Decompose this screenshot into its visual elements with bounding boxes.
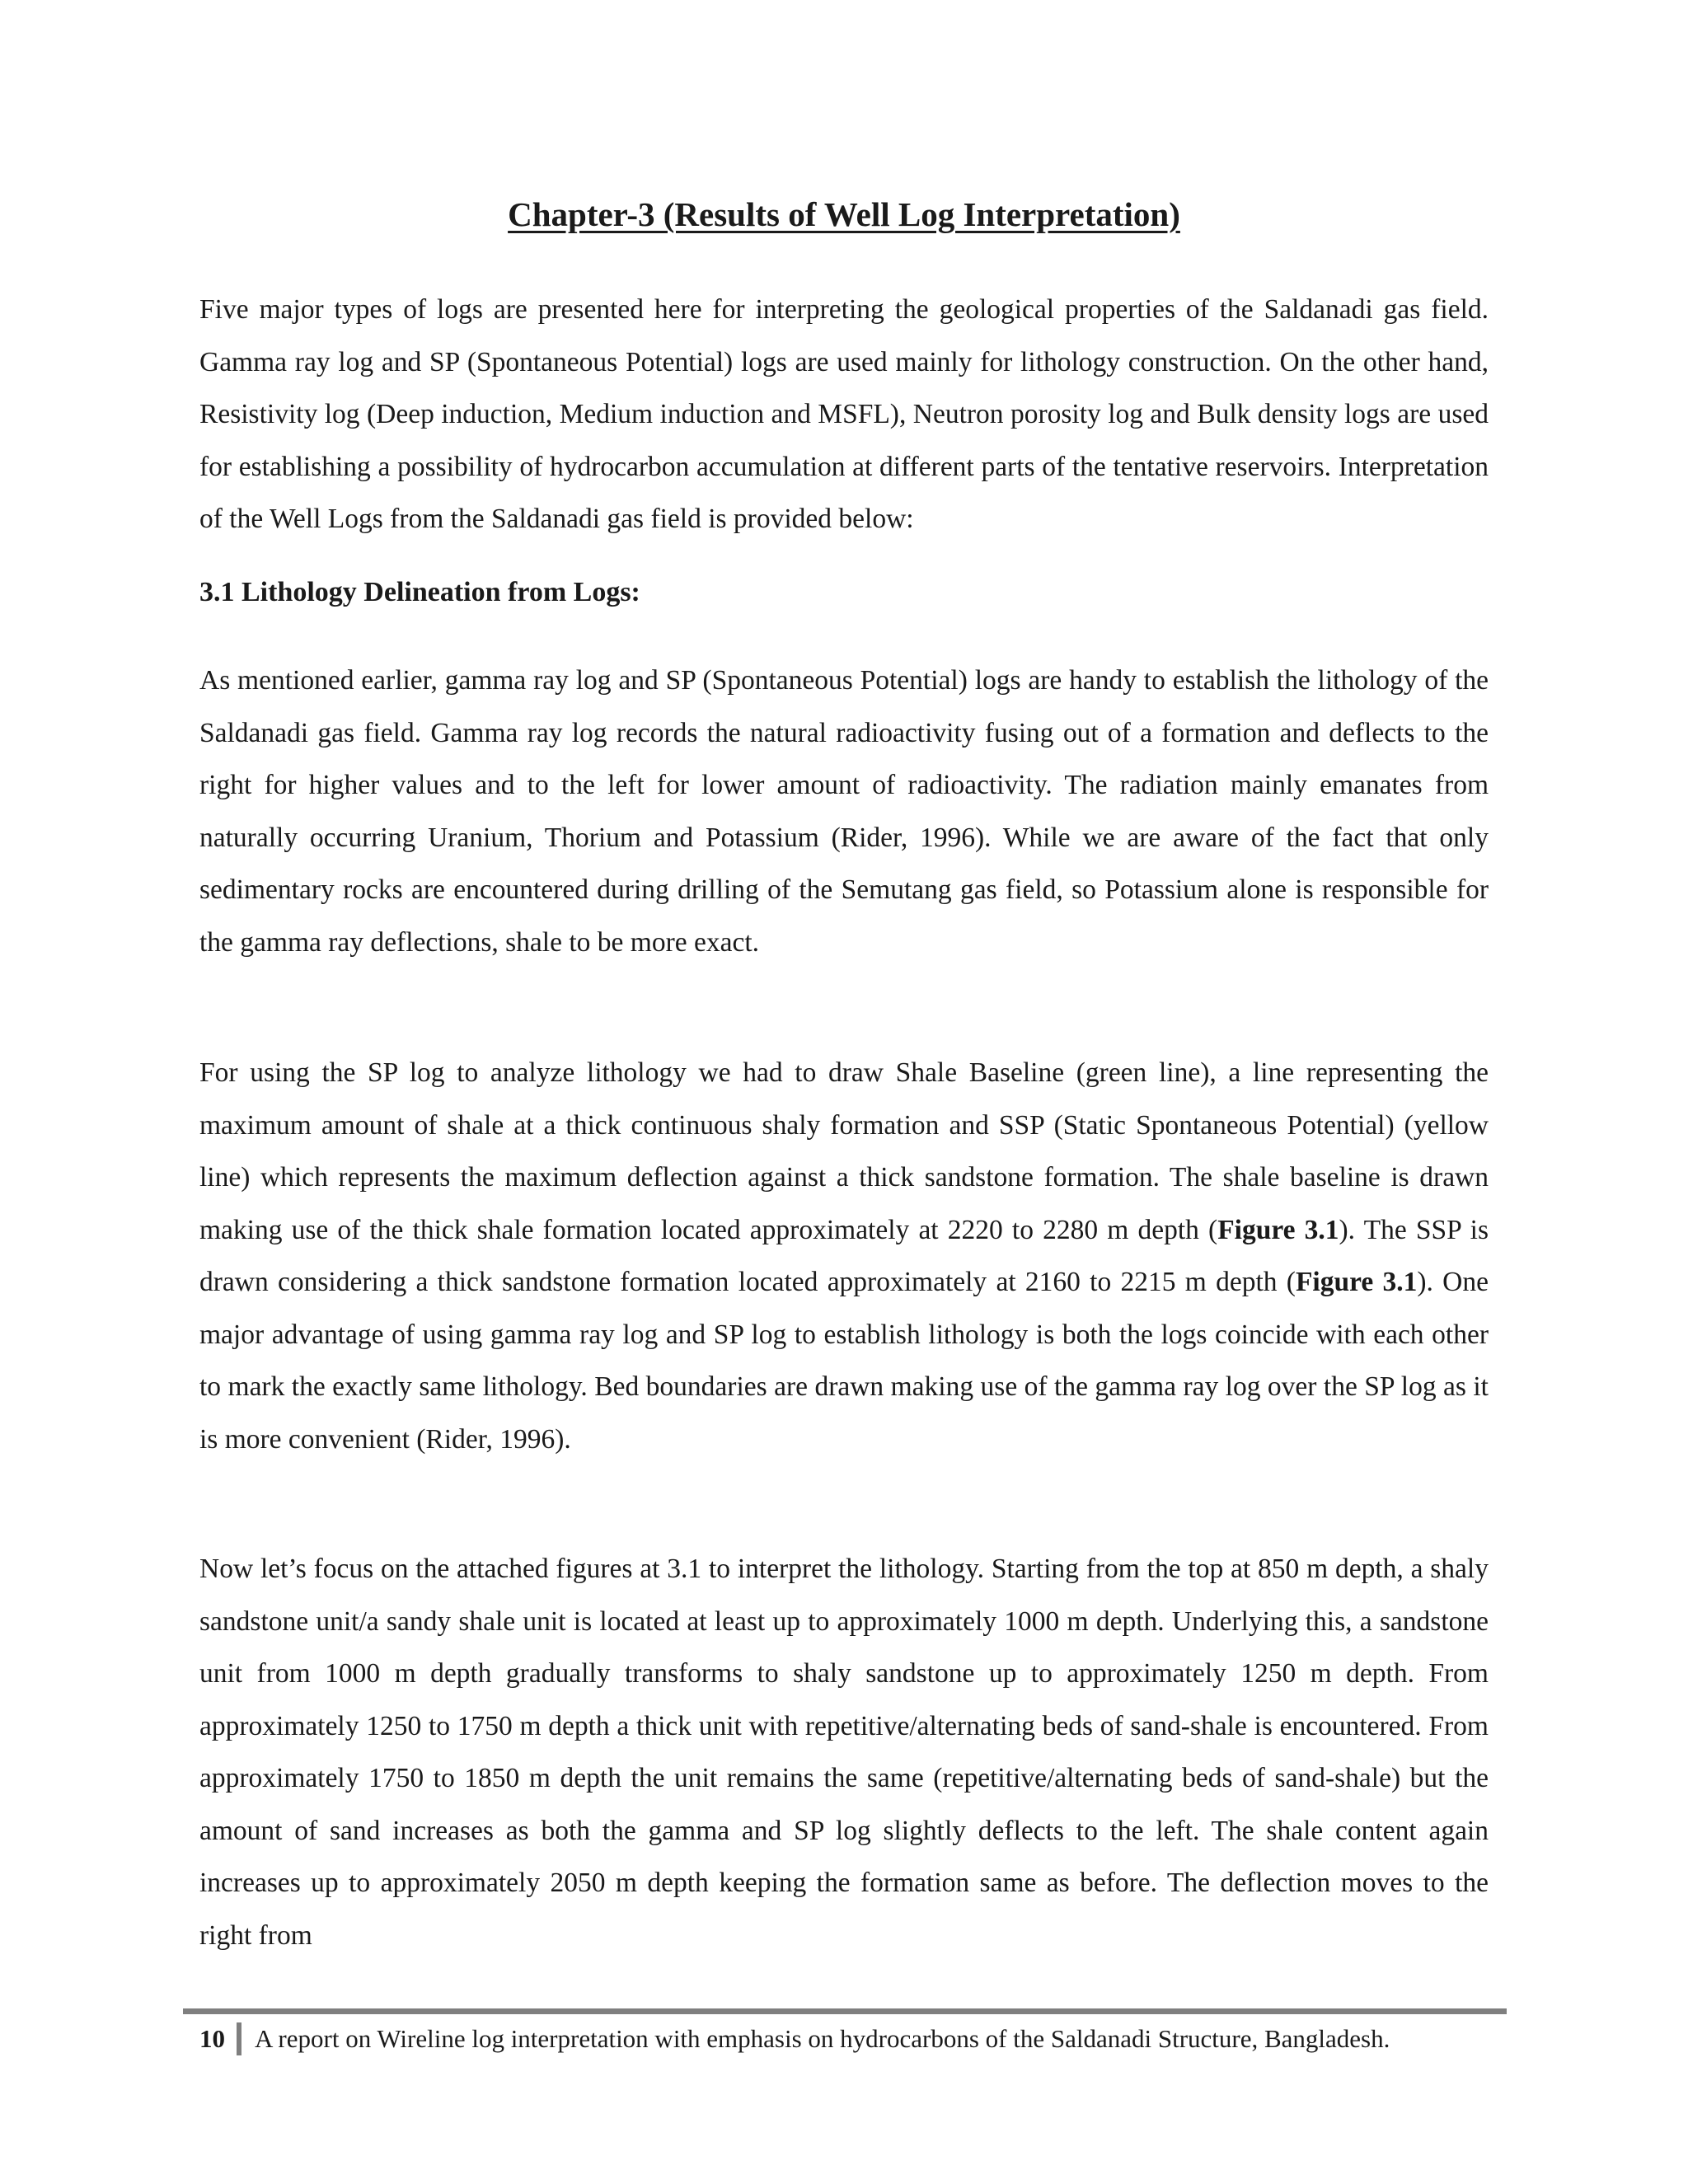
section-heading: 3.1 Lithology Delineation from Logs: [199, 577, 640, 607]
paragraph-text: For using the SP log to analyze lithology we had to draw Shale Baseline (green line), a line representing the maximum amount of shale at a thick continuous shaly formation and SSP (Static Spontaneous Potential) (yellow line) which represents the maximum deflection against a thick sandstone formation. The shale baseline is drawn making use of the thick shale formation located approximately at 2220 to 2280 m depth ( [199, 1057, 1489, 1245]
page-number: 10 [199, 2024, 225, 2053]
footer-separator [237, 2022, 241, 2055]
paragraph-text: ). The SSP is drawn considering a thick sandstone formation located approximately at 2160 to 2215 m depth ( [199, 1214, 1489, 1297]
document-page [199, 0, 1489, 2184]
paragraph-gamma-ray: As mentioned earlier, gamma ray log and SP (Spontaneous Potential) logs are handy to establish the lithology of the Saldanadi gas field. Gamma ray log records the natural radioactivity fusing out of a formation and deflects to the right for higher values and to the left for lower amount of radioactivity. The radiation mainly emanates from naturally occurring Uranium, Thorium and Potassium (Rider, 1996). While we are aware of the fact that only sedimentary rocks are encountered during drilling of the Semutang gas field, so Potassium alone is responsible for the gamma ray deflections, shale to be more exact. [199, 665, 1489, 958]
page-footer [199, 2021, 1390, 2057]
figure-reference: Figure 3.1 [1295, 1267, 1418, 1297]
footer-divider [183, 2008, 1507, 2014]
footer-title: A report on Wireline log interpretation with emphasis on hydrocarbons of the Saldanadi Structure, Bangladesh. [255, 2024, 1390, 2053]
figure-reference: Figure 3.1 [1217, 1214, 1339, 1245]
chapter-title: Chapter-3 (Results of Well Log Interpretation) [508, 195, 1180, 233]
paragraph-sp-log [199, 1047, 1489, 1465]
intro-paragraph: Five major types of logs are presented here for interpreting the geological properties of the Saldanadi gas field. Gamma ray log and SP (Spontaneous Potential) logs are used mainly for lithology construction. On the other hand, Resistivity log (Deep induction, Medium induction and MSFL), Neutron porosity log and Bulk density logs are used for establishing a possibility of hydrocarbon accumulation at different parts of the tentative reservoirs. Interpretation of the Well Logs from the Saldanadi gas field is provided below: [199, 294, 1489, 534]
paragraph-lithology-interpretation: Now let’s focus on the attached figures at 3.1 to interpret the lithology. Starting from the top at 850 m depth, a shaly sandstone unit/a sandy shale unit is located at least up to approximately 1000 m depth. Underlying this, a sandstone unit from 1000 m depth gradually transforms to shaly sandstone up to approximately 1250 m depth. From approximately 1250 to 1750 m depth a thick unit with repetitive/alternating beds of sand-shale is encountered. From approximately 1750 to 1850 m depth the unit remains the same (repetitive/alternating beds of sand-shale) but the amount of sand increases as both the gamma and SP log slightly deflects to the left. The shale content again increases up to approximately 2050 m depth keeping the formation same as before. The deflection moves to the right from [199, 1554, 1489, 1951]
paragraph-text: ). One major advantage of using gamma ray log and SP log to establish lithology is both the logs coincide with each other to mark the exactly same lithology. Bed boundaries are drawn making use of the gamma ray log over the SP log as it is more convenient (Rider, 1996). [199, 1267, 1489, 1455]
